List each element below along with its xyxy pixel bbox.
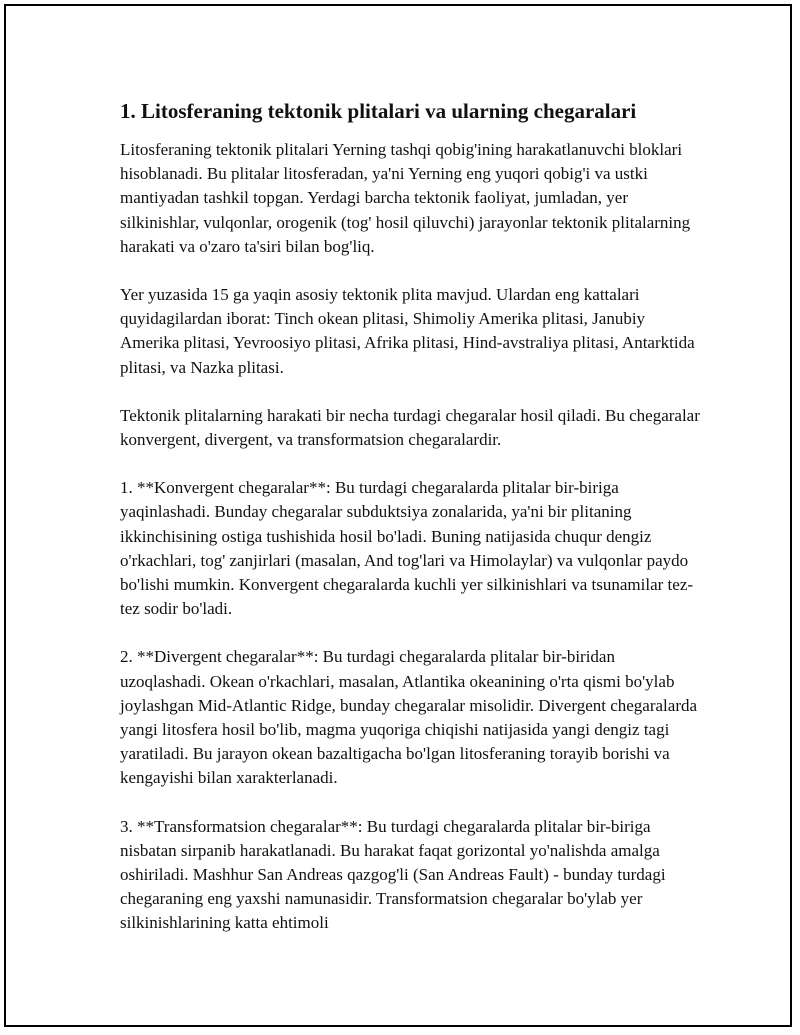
paragraph-boundary-types: Tektonik plitalarning harakati bir necha turdagi chegaralar hosil qiladi. Bu chegaralar konvergent, divergent, va transformatsion chegaralardir. xyxy=(120,405,700,450)
paragraph-transform: 3. **Transformatsion chegaralar**: Bu turdagi chegaralarda plitalar bir-biriga nisbatan sirpanib harakatlanadi. Bu harakat faqat gorizontal yo'nalishda amalga oshiriladi. Mashhur San Andreas qazgog'li (San Andreas Fault) - bunday turdagi chegaraning eng yaxshi namunasidir. Transformatsion chegaralar bo'ylab yer silkinishlarining katta ehtimoli xyxy=(120,816,666,933)
paragraph-major-plates: Yer yuzasida 15 ga yaqin asosiy tektonik plita mavjud. Ulardan eng kattalari quyidagilardan iborat: Tinch okean plitasi, Shimoliy Amerika plitasi, Janubiy Amerika plitasi, Yevroosiyo plitasi, Afrika plitasi, Hind-avstraliya plitasi, Antarktida plitasi, va Nazka plitasi. xyxy=(120,285,695,377)
paragraph-intro: Litosferaning tektonik plitalari Yerning tashqi qobig'ining harakatlanuvchi bloklari hisoblanadi. Bu plitalar litosferadan, ya'ni Yerning eng yuqori qobig'i va ustki mantiyadan tashkil topgan. Yerdagi barcha tektonik faoliyat, jumladan, yer silkinishlar, vulqonlar, orogenik (tog' hosil qiluvchi) jarayonlar tektonik plitalarning harakati va o'zaro ta'siri bilan bog'liq. xyxy=(120,140,691,256)
document-page xyxy=(4,4,792,1027)
document-content xyxy=(120,96,700,960)
paragraph-divergent: 2. **Divergent chegaralar**: Bu turdagi chegaralarda plitalar bir-biridan uzoqlashadi. Okean o'rkachlari, masalan, Atlantika okeanining o'rta qismi bo'ylab joylashgan Mid-Atlantic Ridge, bunday chegaralar misolidir. Divergent chegaralarda yangi litosfera hosil bo'lib, magma yuqoriga chiqishi natijasida yangi dengiz tagi yaratiladi. Bu jarayon okean bazaltigacha bo'lgan litosferaning torayib borishi va kengayishi bilan xarakterlanadi. xyxy=(120,647,698,788)
section-heading: 1. Litosferaning tektonik plitalari va ularning chegaralari xyxy=(120,99,637,123)
paragraph-convergent: 1. **Konvergent chegaralar**: Bu turdagi chegaralarda plitalar bir-biriga yaqinlashadi. Bunday chegaralar subduktsiya zonalarida, ya'ni bir plitaning ikkinchisining ostiga tushishida hosil bo'ladi. Buning natijasida chuqur dengiz o'rkachlari, tog' zanjirlari (masalan, And tog'lari va Himolaylar) va vulqonlar paydo bo'lishi mumkin. Konvergent chegaralarda kuchli yer silkinishlari va tsunamilar tez-tez sodir bo'ladi. xyxy=(120,478,694,619)
